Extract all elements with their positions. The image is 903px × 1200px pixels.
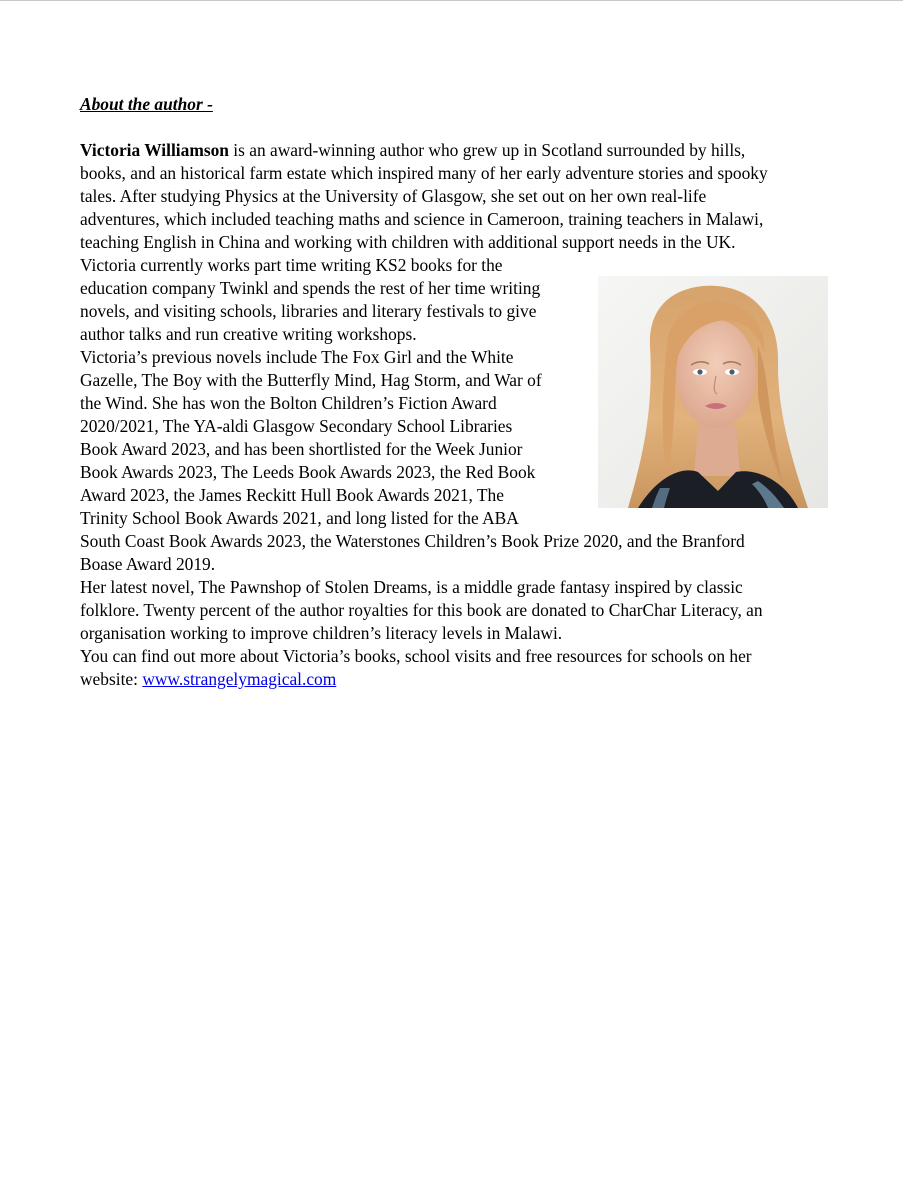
latest-line: folklore. Twenty percent of the author royalties for this book are donated to CharChar Literacy, an (80, 600, 763, 620)
website-line-1: You can find out more about Victoria’s books, school visits and free resources for schools on her (80, 646, 752, 666)
latest-line: organisation working to improve children’s literacy levels in Malawi. (80, 623, 563, 643)
top-border (0, 0, 903, 1)
work-line: novels, and visiting schools, libraries and literary festivals to give (80, 301, 537, 321)
novels-line: Award 2023, the James Reckitt Hull Book Awards 2021, The (80, 485, 504, 505)
website-link[interactable]: www.strangelymagical.com (142, 669, 337, 689)
novels-line: South Coast Book Awards 2023, the Waterstones Children’s Book Prize 2020, and the Branford (80, 531, 745, 551)
intro-line: teaching English in China and working with children with additional support needs in the UK. (80, 232, 736, 252)
work-line: education company Twinkl and spends the rest of her time writing (80, 278, 541, 298)
novels-line: Boase Award 2019. (80, 554, 216, 574)
website-prefix: website: (80, 669, 143, 689)
section-heading: About the author - (80, 94, 213, 114)
author-name: Victoria Williamson (80, 140, 229, 160)
latest-line: Her latest novel, The Pawnshop of Stolen Dreams, is a middle grade fantasy inspired by classic (80, 577, 743, 597)
intro-line-1-rest: is an award-winning author who grew up in Scotland surrounded by hills, (228, 140, 746, 160)
novels-line: 2020/2021, The YA-aldi Glasgow Secondary School Libraries (80, 416, 513, 436)
novels-line: the Wind. She has won the Bolton Children’s Fiction Award (80, 393, 497, 413)
intro-line: books, and an historical farm estate which inspired many of her early adventure stories and spooky (80, 163, 768, 183)
work-line: Victoria currently works part time writing KS2 books for the (80, 255, 503, 275)
novels-line: Book Awards 2023, The Leeds Book Awards 2023, the Red Book (80, 462, 536, 482)
novels-line: Trinity School Book Awards 2021, and long listed for the ABA (80, 508, 519, 528)
intro-line: adventures, which included teaching maths and science in Cameroon, training teachers in Malawi, (80, 209, 764, 229)
intro-line-1 (80, 139, 800, 162)
novels-line: Gazelle, The Boy with the Butterfly Mind, Hag Storm, and War of (80, 370, 542, 390)
intro-line: tales. After studying Physics at the University of Glasgow, she set out on her own real-life (80, 186, 707, 206)
novels-line: Book Award 2023, and has been shortlisted for the Week Junior (80, 439, 523, 459)
author-photo (598, 276, 828, 508)
website-line-2 (80, 668, 800, 691)
novels-line: Victoria’s previous novels include The Fox Girl and the White (80, 347, 514, 367)
work-line: author talks and run creative writing workshops. (80, 324, 417, 344)
